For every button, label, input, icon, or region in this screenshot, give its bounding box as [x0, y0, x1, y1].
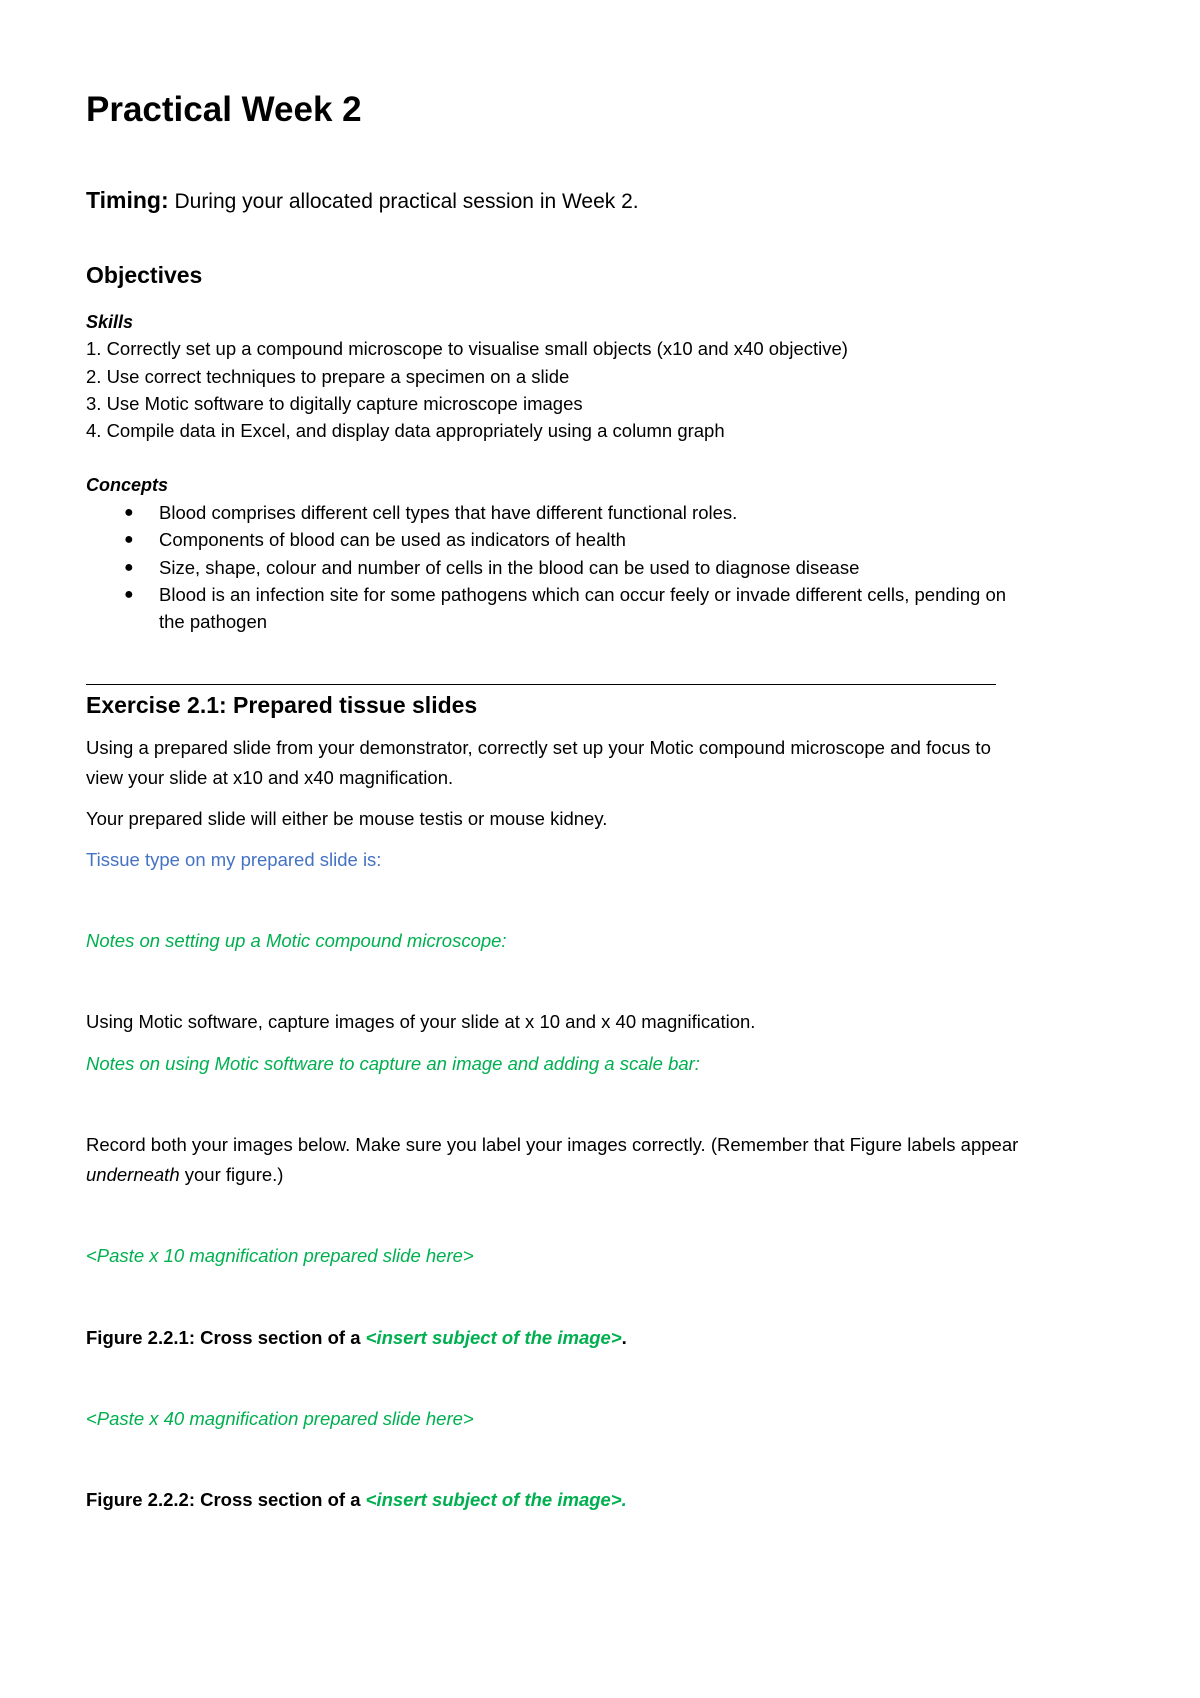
figure-caption-2 [86, 1487, 627, 1513]
exercise-heading: Exercise 2.1: Prepared tissue slides [86, 692, 478, 718]
concept-item: Blood comprises different cell types that have different functional roles. [159, 502, 738, 523]
section-divider [86, 684, 996, 685]
concepts-heading: Concepts [86, 475, 169, 495]
paste-x40-placeholder[interactable]: <Paste x 40 magnification prepared slide here> [86, 1408, 474, 1429]
record-instruction-rest: your figure.) [179, 1164, 284, 1185]
figure-text: Cross section of a [194, 1489, 366, 1510]
objectives-heading: Objectives [86, 262, 203, 288]
skill-item: 1. Correctly set up a compound microscope to visualise small objects (x10 and x40 objective) [86, 338, 848, 359]
capture-instruction: Using Motic software, capture images of your slide at x 10 and x 40 magnification. [86, 1011, 756, 1032]
skills-heading: Skills [86, 312, 134, 332]
figure-subject-placeholder[interactable]: <insert subject of the image> [365, 1327, 622, 1348]
skill-item: 2. Use correct techniques to prepare a specimen on a slide [86, 366, 570, 387]
record-instruction-line2 [86, 1162, 283, 1188]
figure-caption-1 [86, 1325, 627, 1351]
figure-period: . [621, 1327, 627, 1348]
timing-line [86, 186, 639, 216]
bullet-icon: ● [124, 559, 134, 576]
tissue-type-prompt: Tissue type on my prepared slide is: [86, 849, 382, 870]
skill-item: 3. Use Motic software to digitally capture microscope images [86, 393, 583, 414]
skill-item: 4. Compile data in Excel, and display data appropriately using a column graph [86, 420, 725, 441]
timing-label: Timing: [86, 187, 169, 213]
concept-item-continuation: the pathogen [159, 611, 268, 632]
record-instruction: Record both your images below. Make sure you label your images correctly. (Remember that Figure labels appear [86, 1134, 1019, 1155]
exercise-paragraph: Your prepared slide will either be mouse testis or mouse kidney. [86, 808, 608, 829]
concept-item: Components of blood can be used as indicators of health [159, 529, 626, 550]
figure-text: Cross section of a [194, 1327, 366, 1348]
bullet-icon: ● [124, 504, 134, 521]
timing-text: During your allocated practical session in Week 2. [174, 190, 639, 213]
bullet-icon: ● [124, 586, 134, 603]
figure-label: Figure 2.2.2: [86, 1489, 195, 1510]
notes-setup-prompt: Notes on setting up a Motic compound microscope: [86, 930, 507, 951]
concept-item: Blood is an infection site for some pathogens which can occur feely or invade different cells, pending on [159, 584, 1007, 605]
exercise-paragraph: view your slide at x10 and x40 magnification. [86, 767, 454, 788]
bullet-icon: ● [124, 531, 134, 548]
figure-label: Figure 2.2.1: [86, 1327, 195, 1348]
exercise-paragraph: Using a prepared slide from your demonstrator, correctly set up your Motic compound microscope and focus to [86, 737, 991, 758]
notes-capture-prompt: Notes on using Motic software to capture an image and adding a scale bar: [86, 1053, 700, 1074]
emphasis-text: underneath [86, 1164, 180, 1185]
figure-subject-placeholder[interactable]: <insert subject of the image>. [365, 1489, 627, 1510]
page-title: Practical Week 2 [86, 90, 362, 129]
paste-x10-placeholder[interactable]: <Paste x 10 magnification prepared slide here> [86, 1245, 474, 1266]
concept-item: Size, shape, colour and number of cells in the blood can be used to diagnose disease [159, 557, 860, 578]
